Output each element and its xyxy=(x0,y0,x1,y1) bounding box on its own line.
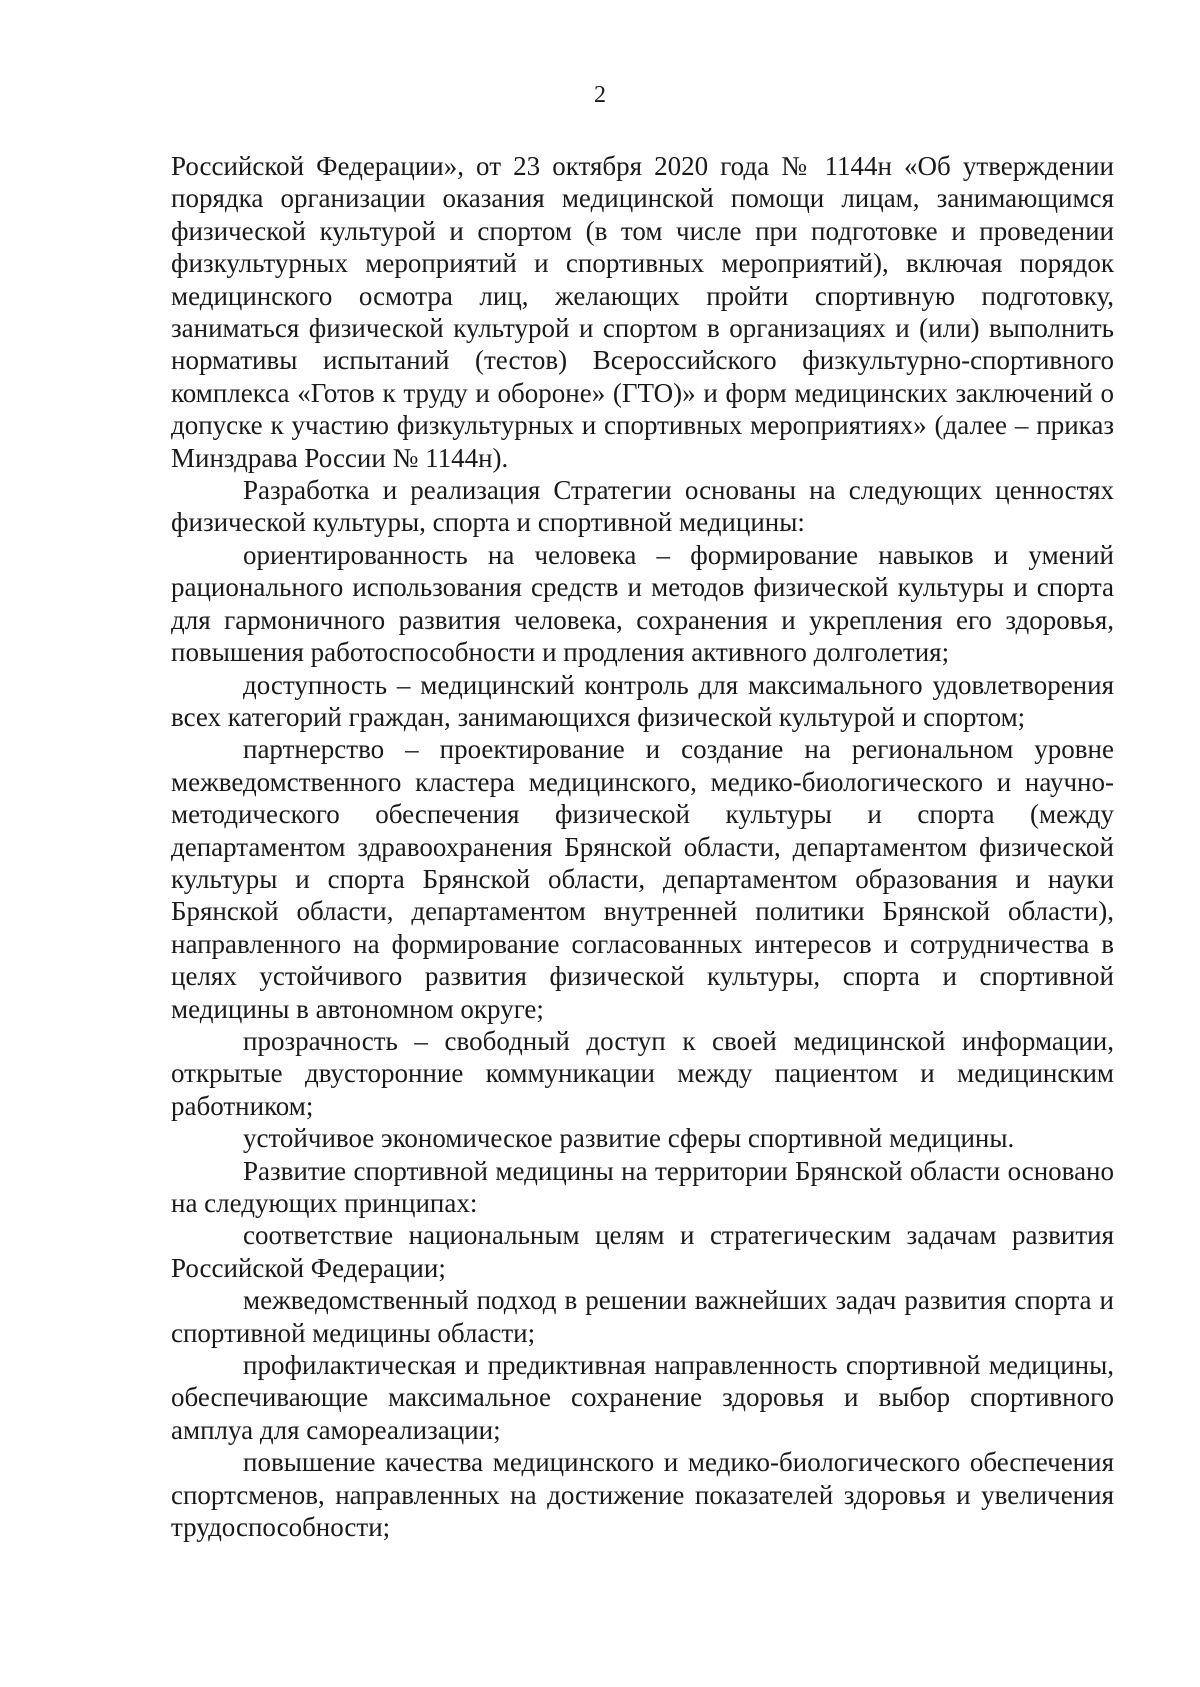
paragraph-principle-interdepartmental: межведомственный подход в решении важнейших задач развития спорта и спортивной медицины области; xyxy=(171,1285,1114,1348)
paragraph-value-sustainable-development: устойчивое экономическое развитие сферы спортивной медицины. xyxy=(243,1123,1015,1154)
page-number: 2 xyxy=(594,82,606,108)
paragraph-order-reference: Российской Федерации», от 23 октября 2020 года № 1144н «Об утверждении порядка организации оказания медицинской помощи лицам, занимающимся физической культурой и спортом (в том числе при подготовке и проведении физкультурных мероприятий и спортивных мероприятий), включая порядок медицинского осмотра лиц, желающих пройти спортивную подготовку, заниматься физической культурой и спортом в организациях и (или) выполнить нормативы испытаний (тестов) Всероссийского физкультурно-спортивного комплекса «Готов к труду и обороне» (ГТО)» и форм медицинских заключений о допуске к участию физкультурных и спортивных мероприятиях» (далее – приказ Минздрава России № 1144н). xyxy=(171,151,1114,473)
document-body xyxy=(171,150,1114,1543)
paragraph-value-transparency: прозрачность – свободный доступ к своей медицинской информации, открытые двусторонние коммуникации между пациентом и медицинским работником; xyxy=(171,1025,1114,1121)
paragraph-value-accessibility: доступность – медицинский контроль для максимального удовлетворения всех категорий граждан, занимающихся физической культурой и спортом; xyxy=(171,669,1114,732)
paragraph-principle-quality: повышение качества медицинского и медико-биологического обеспечения спортсменов, направленных на достижение показателей здоровья и увеличения трудоспособности; xyxy=(171,1447,1114,1543)
paragraph-value-partnership: партнерство – проектирование и создание на региональном уровне межведомственного кластера медицинского, медико-биологического и научно-методического обеспечения физической культуры и спорта (между департаментом здравоохранения Брянской области, департаментом физической культуры и спорта Брянской области, департаментом образования и науки Брянской области, департаментом внутренней политики Брянской области), направленного на формирование согласованных интересов и сотрудничества в целях устойчивого развития физической культуры, спорта и спортивной медицины в автономном округе; xyxy=(171,734,1114,1024)
paragraph-value-human-orientation: ориентированность на человека – формирование навыков и умений рационального использования средств и методов физической культуры и спорта для гармоничного развития человека, сохранения и укрепления его здоровья, повышения работоспособности и продления активного долголетия; xyxy=(171,539,1114,668)
paragraph-principles-intro: Развитие спортивной медицины на территории Брянской области основано на следующих принципах: xyxy=(171,1155,1114,1218)
paragraph-principle-preventive: профилактическая и предиктивная направленность спортивной медицины, обеспечивающие максимальное сохранение здоровья и выбор спортивного амплуа для самореализации; xyxy=(171,1350,1114,1445)
paragraph-principle-national-goals: соответствие национальным целям и стратегическим задачам развития Российской Федерации; xyxy=(171,1220,1114,1283)
paragraph-strategy-values-intro: Разработка и реализация Стратегии основаны на следующих ценностях физической культуры, спорта и спортивной медицины: xyxy=(171,475,1114,538)
